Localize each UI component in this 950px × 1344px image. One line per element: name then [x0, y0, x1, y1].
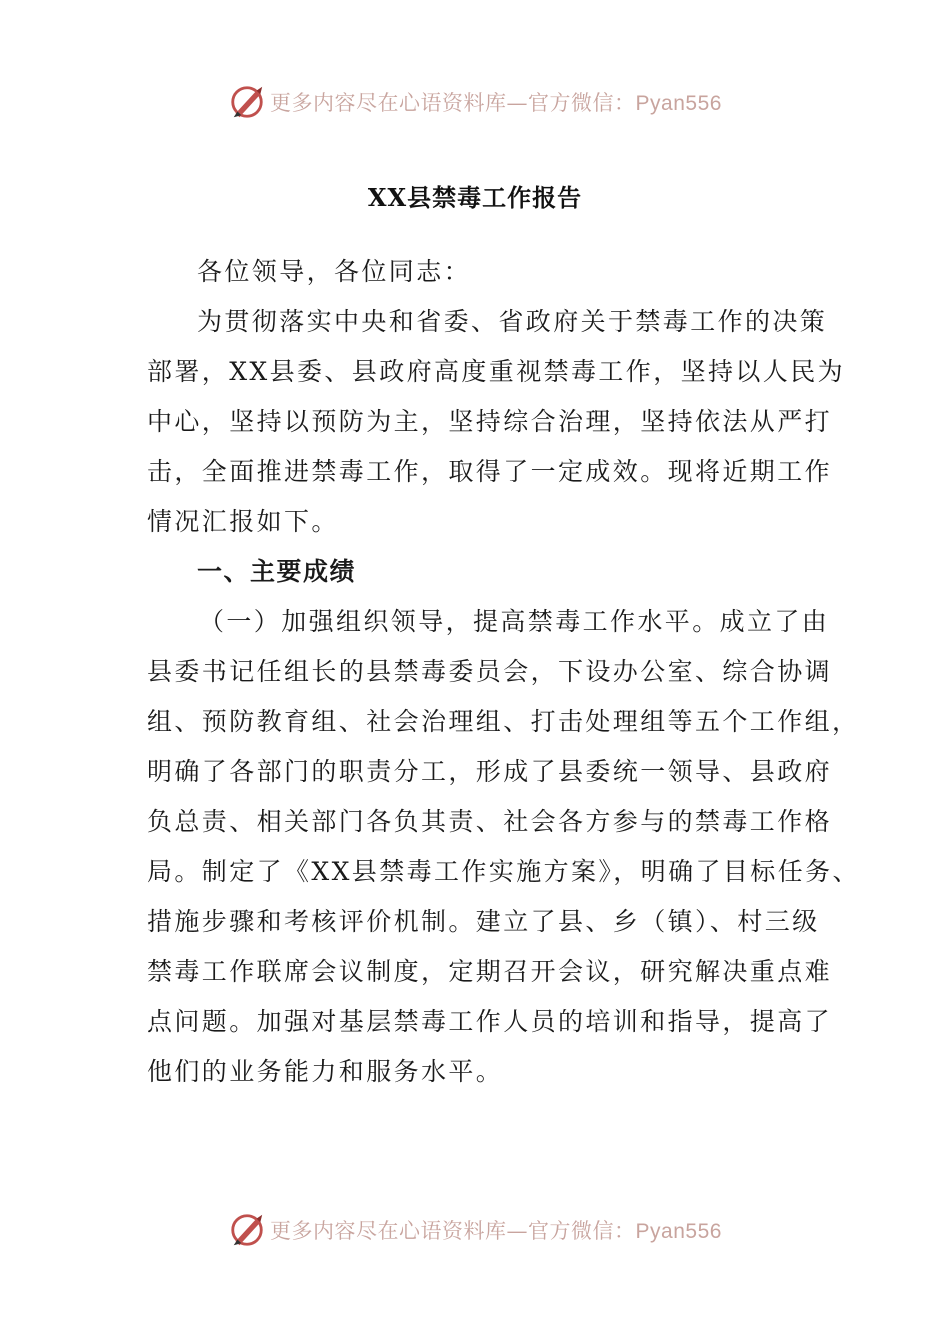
- paragraph-line: 中心，坚持以预防为主，坚持综合治理，坚持依法从严打: [147, 407, 833, 436]
- wechat-id: Pyan556: [635, 1220, 722, 1243]
- paragraph-line: 组、预防教育组、社会治理组、打击处理组等五个工作组，: [147, 707, 860, 736]
- watermark-text: 更多内容尽在心语资料库—官方微信：Pyan556: [270, 91, 722, 115]
- paragraph-line: 情况汇报如下。: [147, 507, 339, 536]
- paragraph-line: 击，全面推进禁毒工作，取得了一定成效。现将近期工作: [147, 457, 833, 486]
- document-title: XX县禁毒工作报告: [367, 183, 583, 212]
- paragraph-line: 禁毒工作联席会议制度，定期召开会议，研究解决重点难: [147, 957, 833, 986]
- paragraph-line: 局。制定了《XX县禁毒工作实施方案》，明确了目标任务、: [147, 857, 860, 886]
- wechat-id: Pyan556: [635, 92, 722, 115]
- paragraph-line: 点问题。加强对基层禁毒工作人员的培训和指导，提高了: [147, 1007, 833, 1036]
- paragraph-line: （一）加强组织领导，提高禁毒工作水平。成立了由: [199, 607, 830, 636]
- paragraph-line: 明确了各部门的职责分工，形成了县委统一领导、县政府: [147, 757, 833, 786]
- paragraph-line: 措施步骤和考核评价机制。建立了县、乡（镇）、村三级: [147, 907, 820, 936]
- header-watermark: [0, 80, 950, 124]
- watermark-text: 更多内容尽在心语资料库—官方微信：Pyan556: [270, 1219, 722, 1243]
- section-heading: 一、主要成绩: [197, 557, 357, 586]
- paragraph-line: 负总责、相关部门各负其责、社会各方参与的禁毒工作格: [147, 807, 833, 836]
- paragraph-line: 他们的业务能力和服务水平。: [147, 1057, 504, 1086]
- footer-watermark: [0, 1208, 950, 1252]
- pen-logo-icon: [228, 83, 266, 121]
- salutation: 各位领导，各位同志：: [197, 257, 472, 286]
- paragraph-line: 部署，XX县委、县政府高度重视禁毒工作，坚持以人民为: [147, 357, 845, 386]
- document-body: [147, 247, 860, 1097]
- paragraph-line: 为贯彻落实中央和省委、省政府关于禁毒工作的决策: [197, 307, 828, 336]
- pen-logo-icon: [228, 1211, 266, 1249]
- paragraph-line: 县委书记任组长的县禁毒委员会，下设办公室、综合协调: [147, 657, 833, 686]
